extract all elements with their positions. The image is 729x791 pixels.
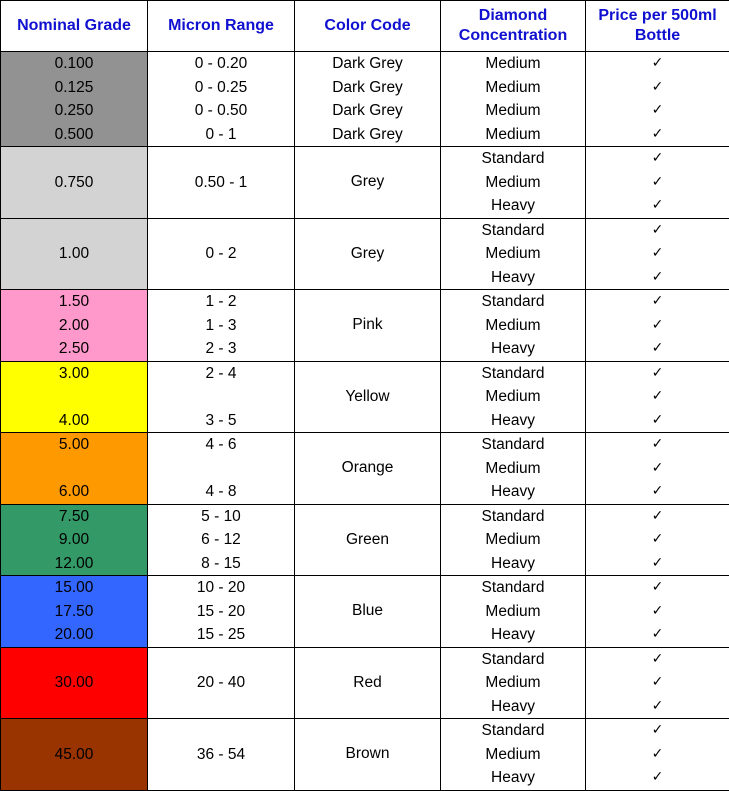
color-code-value: Grey <box>295 219 440 290</box>
color-code-value: Dark Grey <box>295 52 440 76</box>
grade-cell <box>1 504 148 576</box>
price-cell <box>586 504 729 576</box>
concentration-cell <box>441 576 586 648</box>
micron-value <box>148 457 294 481</box>
concentration-value: Medium <box>441 76 585 100</box>
grade-cell <box>1 52 148 147</box>
color-code-cell <box>295 147 441 219</box>
check-icon: ✓ <box>586 314 729 338</box>
grade-value: 1.00 <box>1 242 147 266</box>
header-nominal-grade: Nominal Grade <box>1 1 148 52</box>
color-code-cell <box>295 719 441 791</box>
concentration-value: Medium <box>441 99 585 123</box>
color-code-value: Grey <box>295 147 440 218</box>
price-cell <box>586 433 729 505</box>
grade-value <box>1 457 147 481</box>
check-icon: ✓ <box>586 623 729 647</box>
check-icon: ✓ <box>586 266 729 290</box>
grade-value: 15.00 <box>1 576 147 600</box>
grade-cell <box>1 147 148 219</box>
micron-cell <box>148 361 295 433</box>
check-icon: ✓ <box>586 576 729 600</box>
check-icon: ✓ <box>586 648 729 672</box>
header-price-per-bottle: Price per 500ml Bottle <box>586 1 729 52</box>
micron-value: 15 - 25 <box>148 623 294 647</box>
table-row <box>1 719 729 791</box>
grade-value <box>1 147 147 171</box>
check-icon: ✓ <box>586 505 729 529</box>
concentration-value: Medium <box>441 600 585 624</box>
micron-cell <box>148 504 295 576</box>
price-cell <box>586 218 729 290</box>
grade-value: 30.00 <box>1 671 147 695</box>
check-icon: ✓ <box>586 409 729 433</box>
color-code-value: Pink <box>295 290 440 361</box>
micron-value: 2 - 3 <box>148 337 294 361</box>
micron-value: 0 - 0.20 <box>148 52 294 76</box>
concentration-value: Medium <box>441 52 585 76</box>
micron-value: 15 - 20 <box>148 600 294 624</box>
color-code-cell <box>295 504 441 576</box>
concentration-value: Heavy <box>441 266 585 290</box>
price-cell <box>586 719 729 791</box>
price-cell <box>586 576 729 648</box>
check-icon: ✓ <box>586 766 729 790</box>
color-code-cell <box>295 290 441 362</box>
concentration-cell <box>441 433 586 505</box>
concentration-value: Heavy <box>441 695 585 719</box>
micron-cell <box>148 719 295 791</box>
check-icon: ✓ <box>586 719 729 743</box>
concentration-value: Heavy <box>441 766 585 790</box>
micron-value <box>148 385 294 409</box>
grade-value: 2.00 <box>1 314 147 338</box>
grade-value: 6.00 <box>1 480 147 504</box>
check-icon: ✓ <box>586 76 729 100</box>
color-code-value: Brown <box>295 719 440 790</box>
color-code-value: Blue <box>295 576 440 647</box>
grade-value <box>1 385 147 409</box>
color-code-cell <box>295 52 441 147</box>
micron-cell <box>148 433 295 505</box>
header-micron-range: Micron Range <box>148 1 295 52</box>
concentration-cell <box>441 218 586 290</box>
grade-cell <box>1 290 148 362</box>
color-code-cell <box>295 433 441 505</box>
concentration-value: Heavy <box>441 194 585 218</box>
grade-value: 0.500 <box>1 123 147 147</box>
grade-value: 5.00 <box>1 433 147 457</box>
concentration-value: Standard <box>441 719 585 743</box>
check-icon: ✓ <box>586 671 729 695</box>
micron-value: 20 - 40 <box>148 671 294 695</box>
micron-value: 3 - 5 <box>148 409 294 433</box>
grade-cell <box>1 361 148 433</box>
color-code-value: Dark Grey <box>295 76 440 100</box>
check-icon: ✓ <box>586 385 729 409</box>
grade-value: 3.00 <box>1 362 147 386</box>
concentration-cell <box>441 504 586 576</box>
micron-value: 36 - 54 <box>148 743 294 767</box>
color-code-value: Green <box>295 505 440 576</box>
micron-value <box>148 695 294 719</box>
concentration-value: Standard <box>441 147 585 171</box>
grade-value <box>1 766 147 790</box>
table-row <box>1 290 729 362</box>
grade-cell <box>1 647 148 719</box>
concentration-cell <box>441 719 586 791</box>
concentration-value: Standard <box>441 576 585 600</box>
concentration-value: Medium <box>441 171 585 195</box>
concentration-value: Standard <box>441 219 585 243</box>
micron-value: 0 - 2 <box>148 242 294 266</box>
micron-value: 0 - 1 <box>148 123 294 147</box>
concentration-value: Medium <box>441 743 585 767</box>
concentration-value: Medium <box>441 385 585 409</box>
grade-value <box>1 648 147 672</box>
price-cell <box>586 52 729 147</box>
table-row <box>1 647 729 719</box>
concentration-value: Heavy <box>441 337 585 361</box>
concentration-value: Medium <box>441 457 585 481</box>
concentration-value: Standard <box>441 505 585 529</box>
concentration-value: Standard <box>441 362 585 386</box>
grade-cell <box>1 433 148 505</box>
concentration-value: Standard <box>441 290 585 314</box>
table-row <box>1 433 729 505</box>
grade-cell <box>1 576 148 648</box>
table-row <box>1 361 729 433</box>
concentration-cell <box>441 52 586 147</box>
grade-value: 1.50 <box>1 290 147 314</box>
check-icon: ✓ <box>586 362 729 386</box>
table-row <box>1 218 729 290</box>
grade-value: 0.250 <box>1 99 147 123</box>
table-row <box>1 147 729 219</box>
micron-cell <box>148 576 295 648</box>
micron-value <box>148 147 294 171</box>
concentration-value: Heavy <box>441 623 585 647</box>
check-icon: ✓ <box>586 528 729 552</box>
micron-cell <box>148 147 295 219</box>
micron-cell <box>148 52 295 147</box>
concentration-value: Standard <box>441 648 585 672</box>
table-row <box>1 576 729 648</box>
check-icon: ✓ <box>586 337 729 361</box>
grade-value: 7.50 <box>1 505 147 529</box>
check-icon: ✓ <box>586 552 729 576</box>
price-cell <box>586 361 729 433</box>
grade-value: 0.750 <box>1 171 147 195</box>
table-row <box>1 504 729 576</box>
concentration-value: Medium <box>441 671 585 695</box>
concentration-value: Medium <box>441 242 585 266</box>
concentration-cell <box>441 647 586 719</box>
check-icon: ✓ <box>586 457 729 481</box>
check-icon: ✓ <box>586 99 729 123</box>
micron-cell <box>148 290 295 362</box>
check-icon: ✓ <box>586 290 729 314</box>
color-code-cell <box>295 361 441 433</box>
check-icon: ✓ <box>586 433 729 457</box>
grade-cell <box>1 218 148 290</box>
concentration-value: Medium <box>441 314 585 338</box>
grade-cell <box>1 719 148 791</box>
grade-value <box>1 719 147 743</box>
color-code-value: Yellow <box>295 362 440 433</box>
grade-value: 17.50 <box>1 600 147 624</box>
check-icon: ✓ <box>586 123 729 147</box>
color-code-cell <box>295 576 441 648</box>
check-icon: ✓ <box>586 147 729 171</box>
color-code-cell <box>295 647 441 719</box>
micron-cell <box>148 218 295 290</box>
grade-value: 12.00 <box>1 552 147 576</box>
check-icon: ✓ <box>586 194 729 218</box>
micron-value: 6 - 12 <box>148 528 294 552</box>
micron-value <box>148 194 294 218</box>
price-cell <box>586 647 729 719</box>
check-icon: ✓ <box>586 242 729 266</box>
micron-value: 4 - 8 <box>148 480 294 504</box>
check-icon: ✓ <box>586 480 729 504</box>
grade-value <box>1 194 147 218</box>
micron-value: 2 - 4 <box>148 362 294 386</box>
grade-value <box>1 266 147 290</box>
grade-value: 20.00 <box>1 623 147 647</box>
color-code-value: Dark Grey <box>295 123 440 147</box>
table-row <box>1 52 729 147</box>
color-code-value: Dark Grey <box>295 99 440 123</box>
check-icon: ✓ <box>586 743 729 767</box>
concentration-cell <box>441 361 586 433</box>
grade-value: 0.125 <box>1 76 147 100</box>
concentration-cell <box>441 290 586 362</box>
grade-value <box>1 219 147 243</box>
micron-value <box>148 648 294 672</box>
concentration-value: Medium <box>441 528 585 552</box>
price-cell <box>586 290 729 362</box>
check-icon: ✓ <box>586 600 729 624</box>
concentration-value: Heavy <box>441 409 585 433</box>
micron-value: 8 - 15 <box>148 552 294 576</box>
price-cell <box>586 147 729 219</box>
color-code-value: Red <box>295 648 440 719</box>
header-row <box>1 1 729 52</box>
micron-value <box>148 219 294 243</box>
micron-value: 1 - 3 <box>148 314 294 338</box>
check-icon: ✓ <box>586 219 729 243</box>
concentration-value: Standard <box>441 433 585 457</box>
grade-value: 2.50 <box>1 337 147 361</box>
grade-value: 0.100 <box>1 52 147 76</box>
header-color-code: Color Code <box>295 1 441 52</box>
grade-value: 45.00 <box>1 743 147 767</box>
micron-value <box>148 766 294 790</box>
header-diamond-concentration: Diamond Concentration <box>441 1 586 52</box>
check-icon: ✓ <box>586 695 729 719</box>
grade-value <box>1 695 147 719</box>
concentration-value: Medium <box>441 123 585 147</box>
color-code-cell <box>295 218 441 290</box>
micron-value: 0 - 0.50 <box>148 99 294 123</box>
micron-value <box>148 719 294 743</box>
check-icon: ✓ <box>586 52 729 76</box>
micron-value <box>148 266 294 290</box>
micron-cell <box>148 647 295 719</box>
color-code-value: Orange <box>295 433 440 504</box>
concentration-value: Heavy <box>441 552 585 576</box>
grade-value: 9.00 <box>1 528 147 552</box>
micron-value: 1 - 2 <box>148 290 294 314</box>
check-icon: ✓ <box>586 171 729 195</box>
micron-value: 4 - 6 <box>148 433 294 457</box>
micron-value: 0 - 0.25 <box>148 76 294 100</box>
grade-value: 4.00 <box>1 409 147 433</box>
micron-value: 5 - 10 <box>148 505 294 529</box>
micron-value: 10 - 20 <box>148 576 294 600</box>
micron-value: 0.50 - 1 <box>148 171 294 195</box>
concentration-cell <box>441 147 586 219</box>
concentration-value: Heavy <box>441 480 585 504</box>
